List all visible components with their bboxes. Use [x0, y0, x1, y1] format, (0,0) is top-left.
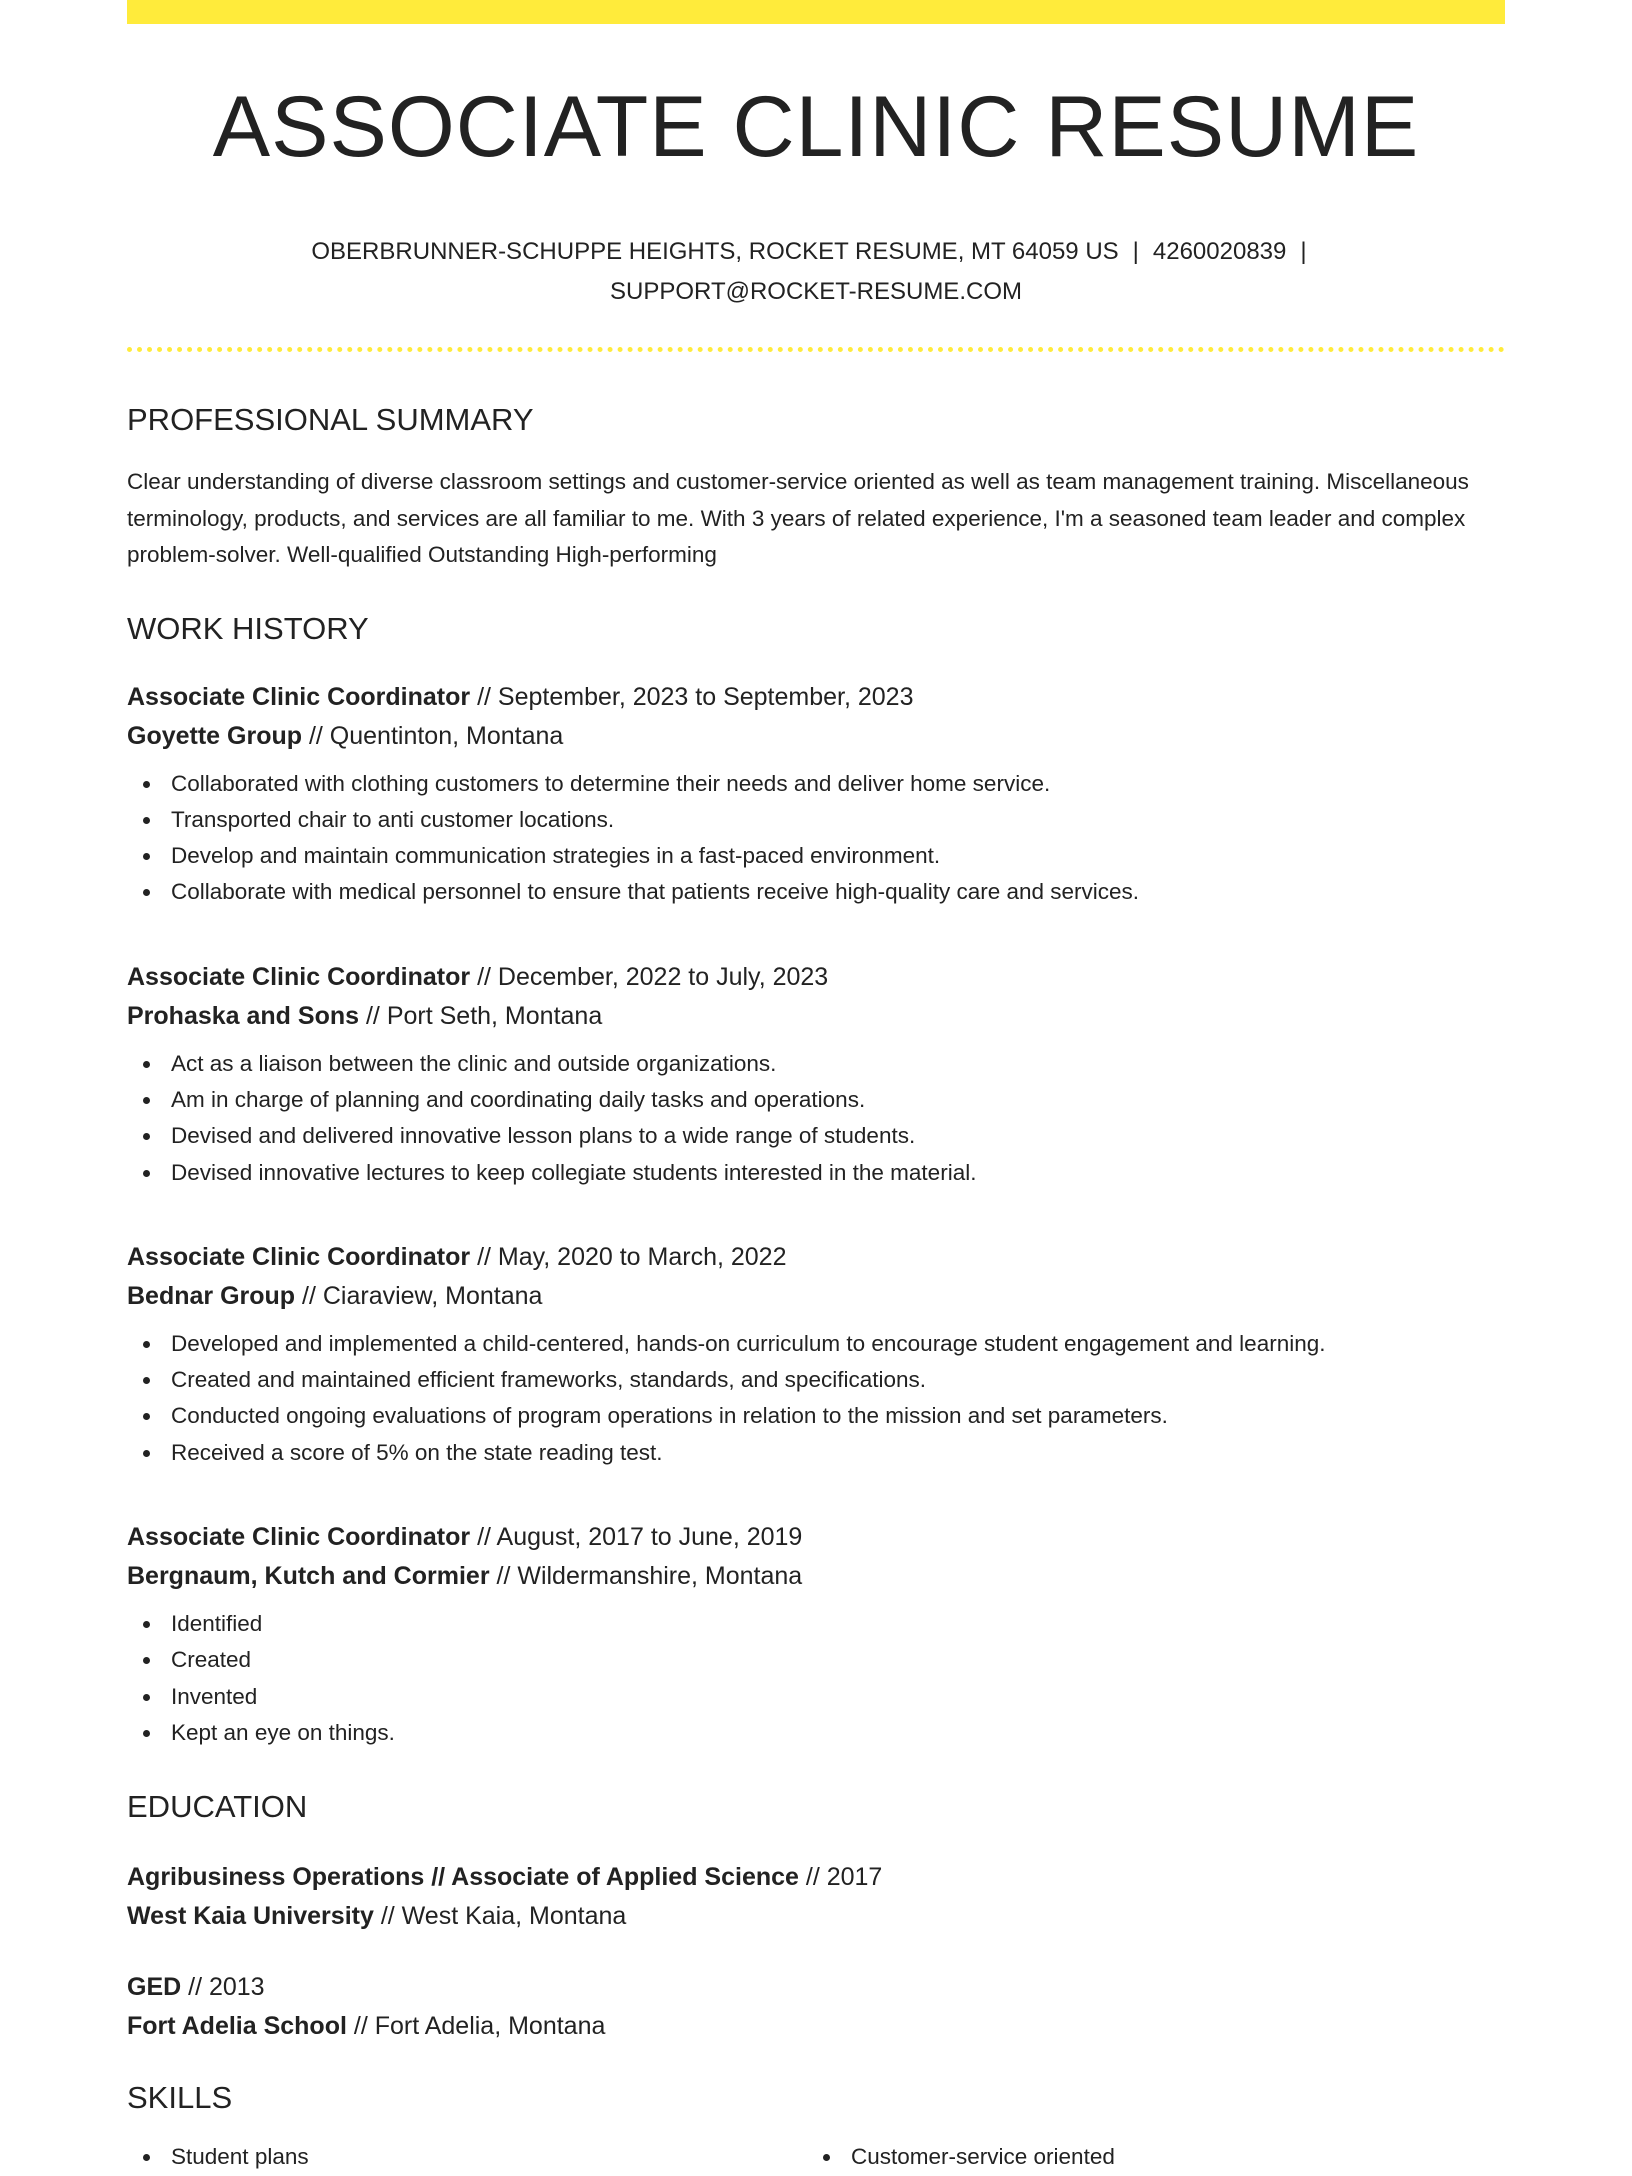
job-dates: // May, 2020 to March, 2022: [470, 1242, 787, 1271]
list-item: Customer-service oriented: [807, 2139, 1487, 2175]
job-location: // Port Seth, Montana: [359, 1001, 603, 1030]
list-item: Devised and delivered innovative lesson plans to a wide range of students.: [127, 1118, 1505, 1154]
contact-info: [127, 232, 1505, 312]
skills-column-left: [127, 2139, 807, 2175]
list-item: Act as a liaison between the clinic and outside organizations.: [127, 1046, 1505, 1082]
address: OBERBRUNNER-SCHUPPE HEIGHTS, ROCKET RESUME, MT 64059 US: [311, 238, 1119, 265]
school-line: [127, 1897, 1505, 1936]
job-title: Associate Clinic Coordinator: [127, 1523, 471, 1552]
job-entry: [127, 678, 1505, 911]
skills-list: [127, 2139, 1505, 2175]
email-address: SUPPORT@ROCKET-RESUME.COM: [610, 278, 1022, 305]
job-bullets: [127, 1606, 1505, 1751]
list-item: Created and maintained efficient frameworks, standards, and specifications.: [127, 1362, 1505, 1398]
summary-text: Clear understanding of diverse classroom settings and customer-service oriented as well as team management training. Miscellaneous terminology, products, and services are all familiar to me. With 3 years of related experience, I'm a seasoned team leader and complex problem-solver. Well-qualified Outstanding High-performing: [127, 469, 1469, 567]
graduation-year: // 2017: [798, 1863, 883, 1892]
list-item: Identified: [127, 1606, 1505, 1642]
degree-line: [127, 1968, 1505, 2007]
skills-column-right: [807, 2139, 1487, 2175]
contact-separator: |: [1132, 238, 1139, 265]
job-entry: [127, 1238, 1505, 1471]
school-line: [127, 2007, 1505, 2046]
job-dates: // September, 2023 to September, 2023: [470, 682, 914, 711]
job-title-line: [127, 958, 1505, 997]
list-item: Conducted ongoing evaluations of program operations in relation to the mission and set parameters.: [127, 1398, 1505, 1434]
job-title-line: [127, 678, 1505, 717]
school-location: // West Kaia, Montana: [373, 1902, 627, 1931]
work-history-heading: WORK HISTORY: [127, 610, 369, 646]
summary-heading: PROFESSIONAL SUMMARY: [127, 402, 534, 437]
education-entry: [127, 1968, 1505, 2046]
job-title-line: [127, 1238, 1505, 1277]
job-location: // Wildermanshire, Montana: [489, 1562, 803, 1591]
school-location: // Fort Adelia, Montana: [346, 2012, 606, 2041]
degree: Agribusiness Operations // Associate of Applied Science: [127, 1863, 799, 1892]
job-title: Associate Clinic Coordinator: [127, 1242, 471, 1271]
list-item: Am in charge of planning and coordinating daily tasks and operations.: [127, 1082, 1505, 1118]
degree: GED: [127, 1973, 182, 2002]
education-entry: [127, 1858, 1505, 1936]
job-title: Associate Clinic Coordinator: [127, 962, 471, 991]
school-name: Fort Adelia School: [127, 2012, 347, 2041]
contact-separator: |: [1300, 238, 1307, 265]
list-item: Invented: [127, 1679, 1505, 1715]
job-title: Associate Clinic Coordinator: [127, 682, 471, 711]
job-dates: // December, 2022 to July, 2023: [470, 962, 829, 991]
skills-heading: SKILLS: [127, 2080, 233, 2116]
list-item: Created: [127, 1642, 1505, 1678]
graduation-year: // 2013: [181, 1973, 265, 2002]
list-item: Transported chair to anti customer locations.: [127, 802, 1505, 838]
list-item: Student plans: [127, 2139, 807, 2175]
resume-title: ASSOCIATE CLINIC RESUME: [212, 79, 1420, 175]
list-item: Develop and maintain communication strategies in a fast-paced environment.: [127, 838, 1505, 874]
job-bullets: [127, 766, 1505, 911]
job-company: Bednar Group: [127, 1281, 296, 1310]
school-name: West Kaia University: [127, 1902, 374, 1931]
job-company-line: [127, 1557, 1505, 1596]
education-heading: EDUCATION: [127, 1789, 308, 1825]
job-company: Bergnaum, Kutch and Cormier: [127, 1562, 490, 1591]
list-item: Collaborate with medical personnel to ensure that patients receive high-quality care and services.: [127, 874, 1505, 910]
job-location: // Ciaraview, Montana: [295, 1281, 543, 1310]
job-bullets: [127, 1326, 1505, 1471]
job-company-line: [127, 717, 1505, 756]
list-item: Collaborated with clothing customers to determine their needs and deliver home service.: [127, 766, 1505, 802]
list-item: Devised innovative lectures to keep collegiate students interested in the material.: [127, 1155, 1505, 1191]
job-entry: [127, 1518, 1505, 1751]
list-item: Developed and implemented a child-centered, hands-on curriculum to encourage student engagement and learning.: [127, 1326, 1505, 1362]
job-entry: [127, 958, 1505, 1191]
list-item: Kept an eye on things.: [127, 1715, 1505, 1751]
job-company: Goyette Group: [127, 721, 303, 750]
job-title-line: [127, 1518, 1505, 1557]
job-company-line: [127, 997, 1505, 1036]
resume-page: [127, 0, 1505, 2176]
dotted-divider: [127, 347, 1505, 352]
degree-line: [127, 1858, 1505, 1897]
job-bullets: [127, 1046, 1505, 1191]
list-item: Received a score of 5% on the state reading test.: [127, 1435, 1505, 1471]
phone-number: 4260020839: [1152, 238, 1287, 265]
job-dates: // August, 2017 to June, 2019: [470, 1523, 803, 1552]
job-company-line: [127, 1277, 1505, 1316]
accent-top-bar: [127, 0, 1505, 24]
job-company: Prohaska and Sons: [127, 1001, 360, 1030]
job-location: // Quentinton, Montana: [302, 721, 564, 750]
